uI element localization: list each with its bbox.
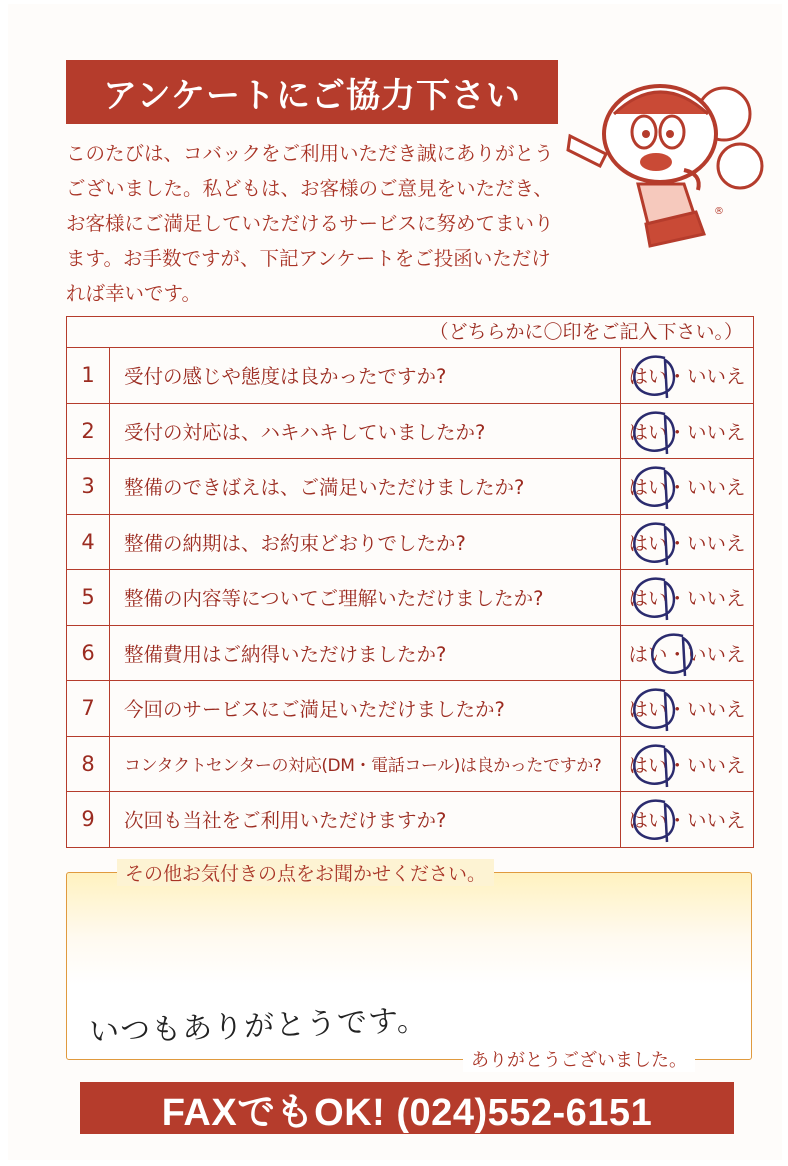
question-text: 整備のできばえは、ご満足いただけましたか? xyxy=(124,476,525,500)
question-number: 6 xyxy=(67,626,110,681)
answer-choice[interactable] xyxy=(620,515,753,570)
answer-choice[interactable] xyxy=(620,570,753,625)
survey-title: アンケートにご協力下さい xyxy=(66,60,558,124)
question-text: 次回も当社をご利用いただけますか? xyxy=(124,809,447,833)
answer-options: はい・いいえ xyxy=(628,587,746,611)
answer-choice[interactable] xyxy=(620,681,753,736)
question-number: 3 xyxy=(67,459,110,514)
survey-instructions: （どちらかに〇印をご記入下さい。） xyxy=(67,317,753,348)
answer-choice[interactable] xyxy=(620,792,753,847)
answer-choice[interactable] xyxy=(620,459,753,514)
answer-options: はい・いいえ xyxy=(628,698,746,722)
question-number: 9 xyxy=(67,792,110,847)
survey-table xyxy=(66,316,754,848)
answer-choice[interactable] xyxy=(620,404,753,459)
answer-options: はい・いいえ xyxy=(628,642,746,666)
question-text: 整備の内容等についてご理解いただけましたか? xyxy=(124,587,544,611)
question-number: 1 xyxy=(67,348,110,403)
question-text: 今回のサービスにご満足いただけましたか? xyxy=(124,698,505,722)
question-row-3 xyxy=(67,459,753,515)
comment-area[interactable] xyxy=(66,863,752,1071)
answer-choice[interactable] xyxy=(620,626,753,681)
handwritten-comment: いつもありがとうです。 xyxy=(88,1003,429,1050)
thanks-text: ありがとうございました。 xyxy=(463,1046,695,1072)
question-text: 受付の感じや態度は良かったですか? xyxy=(124,365,447,389)
answer-options: はい・いいえ xyxy=(628,420,746,444)
question-number: 2 xyxy=(67,404,110,459)
registered-mark: ® xyxy=(714,206,724,217)
fax-banner: FAXでもOK! (024)552-6151 xyxy=(80,1082,734,1134)
answer-options: はい・いいえ xyxy=(628,753,746,777)
question-text: コンタクトセンターの対応(DM・電話コール)は良かったですか? xyxy=(124,756,602,777)
answer-choice[interactable] xyxy=(620,348,753,403)
question-text: 整備の納期は、お約束どおりでしたか? xyxy=(124,531,466,555)
question-row-7 xyxy=(67,681,753,737)
survey-card xyxy=(8,4,782,1160)
question-row-1 xyxy=(67,348,753,404)
comment-label: その他お気付きの点をお聞かせください。 xyxy=(117,859,494,886)
question-number: 5 xyxy=(67,570,110,625)
question-text: 整備費用はご納得いただけましたか? xyxy=(124,642,447,666)
answer-options: はい・いいえ xyxy=(628,531,746,555)
answer-options: はい・いいえ xyxy=(628,365,746,389)
intro-text: このたびは、コバックをご利用いただき誠にありがとうございました。私どもは、お客様のご意見をいただき、お客様にご満足していただけるサービスに努めてまいります。お手数ですが、下記アンケートをご投函いただければ幸いです。 xyxy=(66,142,554,305)
question-row-8 xyxy=(67,737,753,793)
question-row-6 xyxy=(67,626,753,682)
question-text: 受付の対応は、ハキハキしていましたか? xyxy=(124,420,486,444)
question-row-5 xyxy=(67,570,753,626)
kobac-mascot-icon xyxy=(564,74,764,254)
answer-choice[interactable] xyxy=(620,737,753,792)
question-row-2 xyxy=(67,404,753,460)
question-number: 8 xyxy=(67,737,110,792)
question-row-9 xyxy=(67,792,753,847)
answer-options: はい・いいえ xyxy=(628,809,746,833)
answer-options: はい・いいえ xyxy=(628,476,746,500)
question-row-4 xyxy=(67,515,753,571)
question-number: 7 xyxy=(67,681,110,736)
question-number: 4 xyxy=(67,515,110,570)
